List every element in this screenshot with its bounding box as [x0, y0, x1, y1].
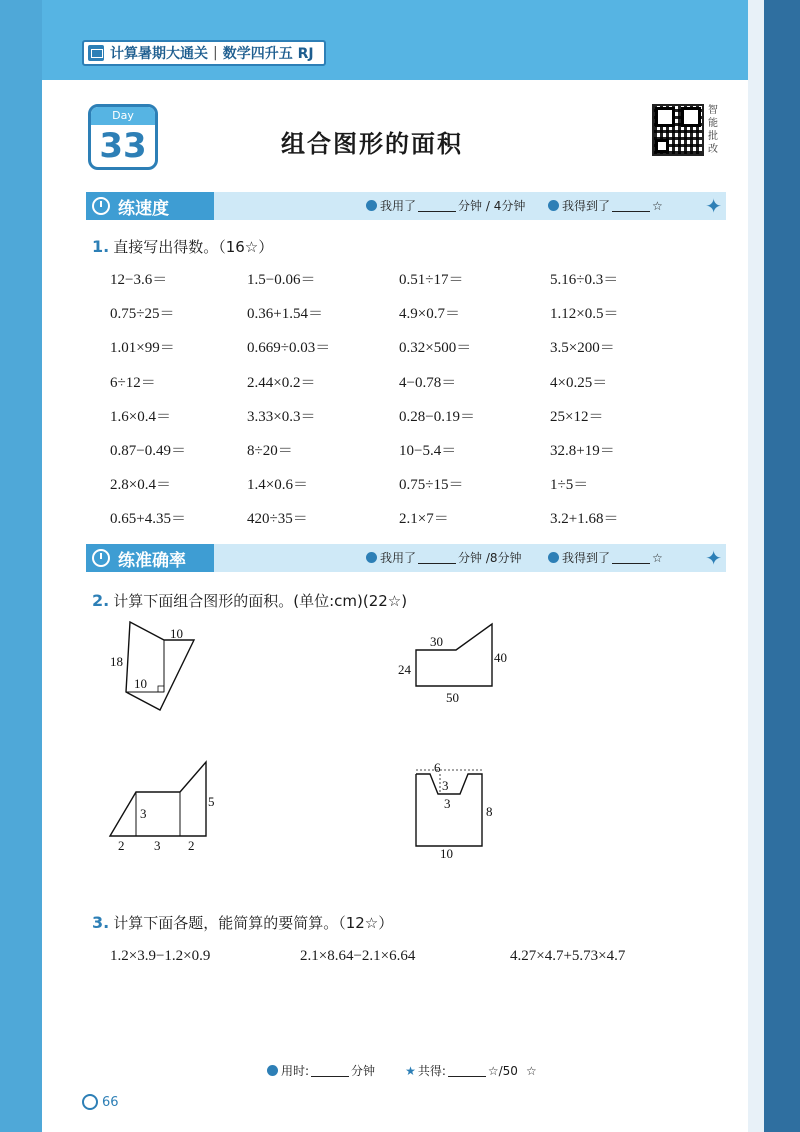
time-used-prefix: 我用了: [380, 199, 417, 213]
simplify-item: 1.2×3.9−1.2×0.9: [110, 948, 211, 964]
page-number-value: 66: [102, 1094, 119, 1110]
section-accuracy-tag: [86, 544, 214, 572]
qr-code-icon[interactable]: [652, 104, 704, 156]
sun-icon: [82, 1094, 98, 1110]
fig3-height-label: 3: [140, 806, 147, 821]
star-decoration-icon: ✦: [705, 194, 722, 218]
calc-item: 0.75÷15＝: [399, 477, 464, 494]
footer-total-blank[interactable]: [448, 1065, 486, 1077]
calc-item: 4−0.78＝: [399, 374, 457, 391]
footer-star: ☆: [525, 1063, 537, 1078]
calc-item: 4.9×0.7＝: [399, 306, 460, 323]
section-speed-tag: [86, 192, 214, 220]
calc-item: 0.36+1.54＝: [247, 306, 323, 323]
time-used-1: [366, 197, 525, 214]
score-star: ☆: [652, 550, 663, 565]
score-star: ☆: [652, 198, 663, 213]
calc-item: 1.12×0.5＝: [550, 306, 619, 323]
check-icon: [548, 552, 559, 563]
calc-item: 25×12＝: [550, 408, 604, 425]
page-title: 组合图形的面积: [281, 130, 463, 158]
day-number: 33: [99, 126, 147, 166]
star-decoration-icon: ✦: [705, 546, 722, 570]
section-accuracy-label: 练准确率: [118, 550, 186, 571]
calc-item: 1.5−0.06＝: [247, 272, 316, 288]
fig3-b3-label: 2: [188, 838, 195, 853]
score-2: [548, 549, 663, 566]
qr-caption: 智能批改: [708, 105, 718, 155]
fig2-top-label: 30: [430, 634, 443, 649]
series-name: 计算暑期大通关: [110, 46, 208, 62]
score-blank[interactable]: [612, 200, 650, 212]
calc-item: 1.6×0.4＝: [110, 408, 171, 425]
left-color-strip: [0, 0, 42, 1132]
check-icon: [548, 200, 559, 211]
calc-item: 0.32×500＝: [399, 340, 472, 357]
fig4-inner-h-label: 3: [442, 778, 449, 793]
fig3-right-label: 5: [208, 794, 215, 809]
calc-item: 2.44×0.2＝: [247, 374, 316, 391]
right-color-strip: [748, 0, 800, 1132]
figure-1: [102, 618, 212, 718]
fig4-right-label: 8: [486, 804, 493, 819]
fig4-top-label: 6: [434, 760, 441, 775]
score-1: [548, 197, 663, 214]
simplify-item: 2.1×8.64−2.1×6.64: [300, 948, 416, 964]
calc-item: 4×0.25＝: [550, 374, 608, 391]
question-1-number: 1.: [92, 237, 110, 256]
worksheet-page: [42, 0, 748, 1132]
time-blank[interactable]: [418, 200, 456, 212]
question-1-text: 直接写出得数。（16☆）: [113, 238, 274, 256]
fig4-bottom-label: 10: [440, 846, 453, 861]
calc-item: 32.8+19＝: [550, 442, 615, 459]
book-icon: [88, 45, 104, 61]
calc-item: 2.8×0.4＝: [110, 477, 171, 494]
calc-item: 3.5×200＝: [550, 340, 615, 357]
time-used-suffix: 分钟 /8分钟: [458, 551, 522, 565]
fig1-bottom-label: 10: [134, 676, 147, 691]
figure-4: [392, 760, 532, 864]
calc-item: 10−5.4＝: [399, 442, 457, 459]
clock-icon: [267, 1065, 278, 1076]
series-header: 计算暑期大通关 | 数学四升五 RJ: [82, 40, 326, 66]
footer-time-unit: 分钟: [351, 1064, 376, 1078]
day-badge: [88, 104, 158, 170]
calc-item: 1.4×0.6＝: [247, 477, 308, 494]
calc-item: 0.87−0.49＝: [110, 442, 186, 459]
calc-item: 0.669÷0.03＝: [247, 340, 331, 357]
section-speed-label: 练速度: [118, 198, 169, 219]
footer-total-label: 共得:: [417, 1064, 446, 1078]
calc-item: 420÷35＝: [247, 511, 308, 528]
time-used-2: [366, 549, 522, 566]
clock-icon: [366, 552, 377, 563]
calc-item: 3.2+1.68＝: [550, 511, 619, 528]
question-3-title: [92, 912, 393, 933]
calc-item: 5.16÷0.3＝: [550, 272, 619, 288]
fig4-inner-b-label: 3: [444, 796, 451, 811]
clock-icon: [366, 200, 377, 211]
calc-item: 0.65+4.35＝: [110, 511, 186, 528]
calc-item: 0.75÷25＝: [110, 306, 175, 323]
section-speed-bar: [86, 192, 726, 220]
footer-summary: [267, 1062, 537, 1079]
time-blank[interactable]: [418, 552, 456, 564]
calc-item: 1÷5＝: [550, 477, 589, 494]
fig3-b1-label: 2: [118, 838, 125, 853]
calc-item: 0.28−0.19＝: [399, 408, 475, 425]
section-accuracy-bar: [86, 544, 726, 572]
calc-item: 1.01×99＝: [110, 340, 175, 357]
day-label: Day: [91, 107, 155, 125]
footer-time-blank[interactable]: [311, 1065, 349, 1077]
time-used-prefix: 我用了: [380, 551, 417, 565]
fig3-b2-label: 3: [154, 838, 161, 853]
footer-time-label: 用时:: [281, 1064, 310, 1078]
calc-item: 6÷12＝: [110, 374, 156, 391]
question-3-text: 计算下面各题，能简算的要简算。（12☆）: [113, 914, 394, 932]
target-icon: [92, 549, 110, 567]
page-number: [82, 1094, 119, 1110]
figure-2: [394, 616, 534, 716]
question-2-title: [92, 590, 407, 611]
mental-math-grid: [110, 268, 710, 542]
score-blank[interactable]: [612, 552, 650, 564]
calc-item: 2.1×7＝: [399, 511, 449, 528]
calc-item: 12−3.6＝: [110, 272, 168, 288]
fig2-right-label: 40: [494, 650, 507, 665]
footer-total-suffix: ☆/50: [487, 1063, 518, 1078]
calc-item: 0.51÷17＝: [399, 272, 464, 288]
score-prefix: 我得到了: [562, 199, 611, 213]
calc-item: 3.33×0.3＝: [247, 408, 316, 425]
time-used-suffix: 分钟 / 4分钟: [458, 199, 526, 213]
figure-3: [104, 756, 244, 856]
fig1-left-label: 18: [110, 654, 123, 669]
question-3-number: 3.: [92, 913, 110, 932]
question-1-title: [92, 236, 273, 257]
subject-label: 数学四升五 RJ: [222, 46, 314, 62]
fig2-left-label: 24: [398, 662, 411, 677]
star-icon: ★: [405, 1063, 416, 1078]
question-2-number: 2.: [92, 591, 110, 610]
stopwatch-icon: [92, 197, 110, 215]
calc-item: 8÷20＝: [247, 442, 293, 459]
fig1-top-label: 10: [170, 626, 183, 641]
question-2-text: 计算下面组合图形的面积。(单位:cm)(22☆): [113, 592, 408, 610]
fig2-bottom-label: 50: [446, 690, 459, 705]
score-prefix: 我得到了: [562, 551, 611, 565]
simplify-item: 4.27×4.7+5.73×4.7: [510, 948, 626, 964]
